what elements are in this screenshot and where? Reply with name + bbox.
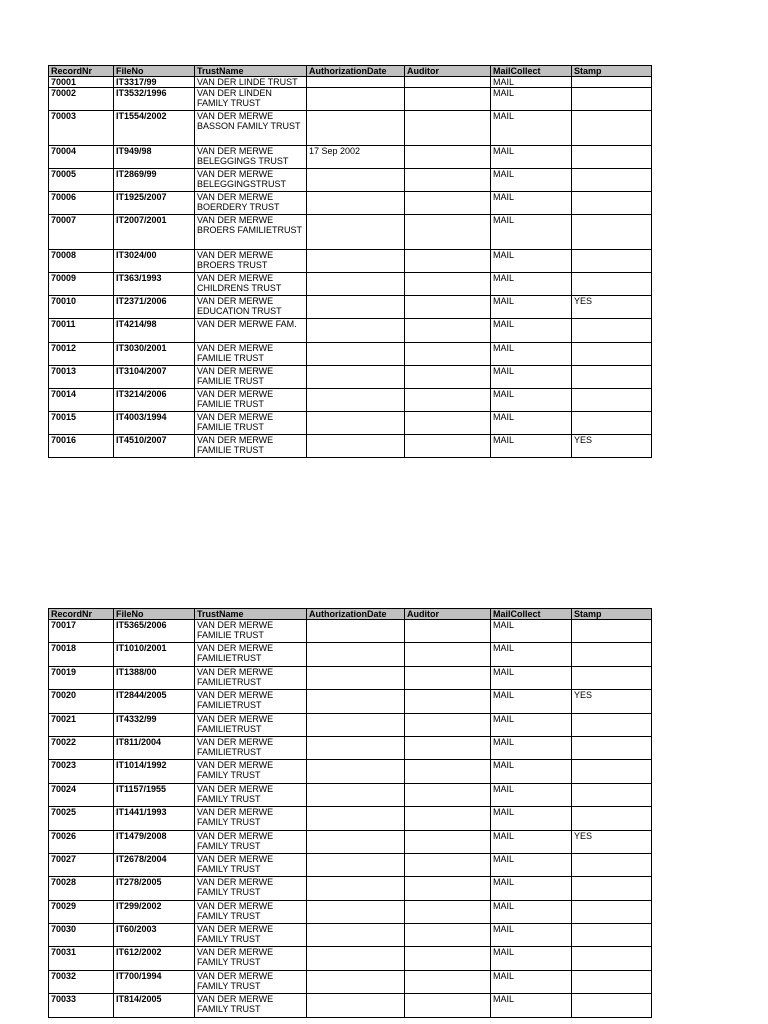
cell-recordnr: 70025 bbox=[49, 807, 114, 830]
column-header-authorizationdate: AuthorizationDate bbox=[307, 66, 405, 77]
cell-stamp bbox=[572, 192, 652, 215]
cell-auditor bbox=[405, 343, 491, 366]
cell-mailcollect: MAIL bbox=[491, 435, 572, 458]
cell-authorizationdate bbox=[307, 807, 405, 830]
table-row bbox=[49, 970, 652, 993]
table-row bbox=[49, 215, 652, 250]
cell-auditor bbox=[405, 88, 491, 111]
cell-recordnr: 70004 bbox=[49, 146, 114, 169]
table-row bbox=[49, 273, 652, 296]
cell-mailcollect: MAIL bbox=[491, 853, 572, 876]
cell-authorizationdate bbox=[307, 343, 405, 366]
cell-auditor bbox=[405, 970, 491, 993]
cell-mailcollect: MAIL bbox=[491, 620, 572, 643]
cell-auditor bbox=[405, 192, 491, 215]
cell-recordnr: 70019 bbox=[49, 666, 114, 689]
cell-mailcollect: MAIL bbox=[491, 994, 572, 1017]
cell-auditor bbox=[405, 643, 491, 666]
cell-mailcollect: MAIL bbox=[491, 192, 572, 215]
table-row bbox=[49, 643, 652, 666]
cell-stamp bbox=[572, 250, 652, 273]
cell-stamp bbox=[572, 666, 652, 689]
cell-fileno: IT3532/1996 bbox=[114, 88, 195, 111]
cell-fileno: IT278/2005 bbox=[114, 877, 195, 900]
cell-mailcollect: MAIL bbox=[491, 343, 572, 366]
cell-trustname: VAN DER MERWE FAMILY TRUST bbox=[195, 924, 307, 947]
cell-stamp bbox=[572, 169, 652, 192]
cell-authorizationdate bbox=[307, 215, 405, 250]
cell-authorizationdate bbox=[307, 853, 405, 876]
cell-stamp: YES bbox=[572, 296, 652, 319]
table-row bbox=[49, 830, 652, 853]
cell-fileno: IT612/2002 bbox=[114, 947, 195, 970]
cell-auditor bbox=[405, 412, 491, 435]
cell-trustname: VAN DER MERWE FAMILIETRUST bbox=[195, 643, 307, 666]
cell-auditor bbox=[405, 947, 491, 970]
cell-trustname: VAN DER MERWE FAMILY TRUST bbox=[195, 807, 307, 830]
cell-mailcollect: MAIL bbox=[491, 146, 572, 169]
cell-recordnr: 70033 bbox=[49, 994, 114, 1017]
cell-stamp bbox=[572, 366, 652, 389]
cell-fileno: IT5365/2006 bbox=[114, 620, 195, 643]
cell-auditor bbox=[405, 713, 491, 736]
cell-authorizationdate bbox=[307, 88, 405, 111]
table-row bbox=[49, 713, 652, 736]
cell-mailcollect: MAIL bbox=[491, 296, 572, 319]
cell-mailcollect: MAIL bbox=[491, 389, 572, 412]
column-header-fileno: FileNo bbox=[114, 66, 195, 77]
cell-trustname: VAN DER MERWE FAMILY TRUST bbox=[195, 970, 307, 993]
cell-fileno: IT3104/2007 bbox=[114, 366, 195, 389]
cell-fileno: IT4510/2007 bbox=[114, 435, 195, 458]
cell-fileno: IT3030/2001 bbox=[114, 343, 195, 366]
cell-stamp bbox=[572, 736, 652, 759]
cell-stamp bbox=[572, 389, 652, 412]
cell-fileno: IT4003/1994 bbox=[114, 412, 195, 435]
cell-trustname: VAN DER MERWE FAMILY TRUST bbox=[195, 900, 307, 923]
cell-recordnr: 70001 bbox=[49, 77, 114, 88]
cell-fileno: IT1388/00 bbox=[114, 666, 195, 689]
cell-recordnr: 70022 bbox=[49, 736, 114, 759]
cell-fileno: IT1479/2008 bbox=[114, 830, 195, 853]
cell-recordnr: 70013 bbox=[49, 366, 114, 389]
cell-recordnr: 70030 bbox=[49, 924, 114, 947]
table-row bbox=[49, 169, 652, 192]
cell-trustname: VAN DER MERWE CHILDRENS TRUST bbox=[195, 273, 307, 296]
cell-auditor bbox=[405, 77, 491, 88]
cell-authorizationdate bbox=[307, 783, 405, 806]
cell-authorizationdate bbox=[307, 77, 405, 88]
cell-mailcollect: MAIL bbox=[491, 273, 572, 296]
cell-authorizationdate bbox=[307, 924, 405, 947]
table-row bbox=[49, 807, 652, 830]
cell-stamp bbox=[572, 111, 652, 146]
cell-authorizationdate bbox=[307, 830, 405, 853]
column-header-stamp: Stamp bbox=[572, 609, 652, 620]
cell-auditor bbox=[405, 435, 491, 458]
cell-mailcollect: MAIL bbox=[491, 666, 572, 689]
cell-authorizationdate bbox=[307, 192, 405, 215]
cell-fileno: IT2007/2001 bbox=[114, 215, 195, 250]
cell-mailcollect: MAIL bbox=[491, 947, 572, 970]
cell-authorizationdate bbox=[307, 713, 405, 736]
cell-fileno: IT3317/99 bbox=[114, 77, 195, 88]
column-header-stamp: Stamp bbox=[572, 66, 652, 77]
cell-auditor bbox=[405, 853, 491, 876]
cell-trustname: VAN DER LINDE TRUST bbox=[195, 77, 307, 88]
cell-recordnr: 70002 bbox=[49, 88, 114, 111]
cell-trustname: VAN DER MERWE FAMILIETRUST bbox=[195, 666, 307, 689]
cell-authorizationdate bbox=[307, 169, 405, 192]
cell-auditor bbox=[405, 111, 491, 146]
cell-stamp: YES bbox=[572, 830, 652, 853]
cell-trustname: VAN DER MERWE FAMILY TRUST bbox=[195, 853, 307, 876]
table-row bbox=[49, 111, 652, 146]
cell-fileno: IT1014/1992 bbox=[114, 760, 195, 783]
cell-recordnr: 70014 bbox=[49, 389, 114, 412]
cell-authorizationdate bbox=[307, 389, 405, 412]
table-row bbox=[49, 924, 652, 947]
cell-stamp bbox=[572, 900, 652, 923]
cell-fileno: IT3214/2006 bbox=[114, 389, 195, 412]
cell-recordnr: 70028 bbox=[49, 877, 114, 900]
table-row bbox=[49, 620, 652, 643]
cell-recordnr: 70012 bbox=[49, 343, 114, 366]
cell-fileno: IT1925/2007 bbox=[114, 192, 195, 215]
column-header-trustname: TrustName bbox=[195, 609, 307, 620]
cell-mailcollect: MAIL bbox=[491, 830, 572, 853]
cell-authorizationdate bbox=[307, 643, 405, 666]
cell-authorizationdate bbox=[307, 900, 405, 923]
cell-authorizationdate bbox=[307, 366, 405, 389]
cell-trustname: VAN DER MERWE FAMILIE TRUST bbox=[195, 389, 307, 412]
cell-auditor bbox=[405, 146, 491, 169]
cell-authorizationdate bbox=[307, 947, 405, 970]
cell-mailcollect: MAIL bbox=[491, 807, 572, 830]
cell-trustname: VAN DER MERWE BELEGGINGSTRUST bbox=[195, 169, 307, 192]
cell-mailcollect: MAIL bbox=[491, 643, 572, 666]
cell-auditor bbox=[405, 319, 491, 343]
cell-mailcollect: MAIL bbox=[491, 77, 572, 88]
cell-trustname: VAN DER MERWE FAMILY TRUST bbox=[195, 783, 307, 806]
column-header-auditor: Auditor bbox=[405, 609, 491, 620]
cell-mailcollect: MAIL bbox=[491, 250, 572, 273]
table-row bbox=[49, 877, 652, 900]
cell-auditor bbox=[405, 169, 491, 192]
cell-trustname: VAN DER MERWE FAMILIE TRUST bbox=[195, 435, 307, 458]
cell-trustname: VAN DER MERWE BASSON FAMILY TRUST bbox=[195, 111, 307, 146]
table-row bbox=[49, 389, 652, 412]
cell-trustname: VAN DER MERWE BROERS FAMILIETRUST bbox=[195, 215, 307, 250]
cell-stamp bbox=[572, 924, 652, 947]
column-header-mailcollect: MailCollect bbox=[491, 66, 572, 77]
cell-authorizationdate bbox=[307, 760, 405, 783]
cell-recordnr: 70032 bbox=[49, 970, 114, 993]
cell-mailcollect: MAIL bbox=[491, 366, 572, 389]
column-header-mailcollect: MailCollect bbox=[491, 609, 572, 620]
table-row bbox=[49, 736, 652, 759]
cell-trustname: VAN DER MERWE FAMILIE TRUST bbox=[195, 412, 307, 435]
column-header-recordnr: RecordNr bbox=[49, 66, 114, 77]
table-row bbox=[49, 250, 652, 273]
cell-fileno: IT4214/98 bbox=[114, 319, 195, 343]
cell-fileno: IT1441/1993 bbox=[114, 807, 195, 830]
cell-stamp bbox=[572, 783, 652, 806]
cell-fileno: IT3024/00 bbox=[114, 250, 195, 273]
cell-stamp bbox=[572, 88, 652, 111]
cell-mailcollect: MAIL bbox=[491, 319, 572, 343]
cell-stamp bbox=[572, 994, 652, 1017]
table-header-row bbox=[49, 66, 652, 77]
table-row bbox=[49, 853, 652, 876]
cell-stamp bbox=[572, 643, 652, 666]
cell-stamp bbox=[572, 215, 652, 250]
cell-trustname: VAN DER MERWE BOERDERY TRUST bbox=[195, 192, 307, 215]
cell-mailcollect: MAIL bbox=[491, 900, 572, 923]
cell-trustname: VAN DER MERWE FAMILY TRUST bbox=[195, 994, 307, 1017]
table-row bbox=[49, 900, 652, 923]
cell-mailcollect: MAIL bbox=[491, 169, 572, 192]
cell-fileno: IT363/1993 bbox=[114, 273, 195, 296]
cell-stamp bbox=[572, 273, 652, 296]
cell-mailcollect: MAIL bbox=[491, 412, 572, 435]
cell-auditor bbox=[405, 389, 491, 412]
cell-stamp bbox=[572, 877, 652, 900]
cell-trustname: VAN DER MERWE FAM. bbox=[195, 319, 307, 343]
table-row bbox=[49, 296, 652, 319]
cell-recordnr: 70008 bbox=[49, 250, 114, 273]
cell-trustname: VAN DER MERWE FAMILIE TRUST bbox=[195, 366, 307, 389]
cell-trustname: VAN DER MERWE FAMILIETRUST bbox=[195, 713, 307, 736]
cell-fileno: IT949/98 bbox=[114, 146, 195, 169]
cell-authorizationdate bbox=[307, 111, 405, 146]
cell-fileno: IT299/2002 bbox=[114, 900, 195, 923]
cell-stamp bbox=[572, 146, 652, 169]
table-row bbox=[49, 412, 652, 435]
table-row bbox=[49, 690, 652, 713]
table-header-row bbox=[49, 609, 652, 620]
table-row bbox=[49, 192, 652, 215]
cell-stamp bbox=[572, 319, 652, 343]
cell-mailcollect: MAIL bbox=[491, 783, 572, 806]
cell-auditor bbox=[405, 620, 491, 643]
cell-trustname: VAN DER MERWE BROERS TRUST bbox=[195, 250, 307, 273]
cell-fileno: IT1554/2002 bbox=[114, 111, 195, 146]
cell-auditor bbox=[405, 783, 491, 806]
cell-authorizationdate bbox=[307, 273, 405, 296]
cell-auditor bbox=[405, 273, 491, 296]
cell-stamp bbox=[572, 77, 652, 88]
cell-recordnr: 70017 bbox=[49, 620, 114, 643]
table-row bbox=[49, 146, 652, 169]
cell-recordnr: 70031 bbox=[49, 947, 114, 970]
cell-recordnr: 70006 bbox=[49, 192, 114, 215]
cell-auditor bbox=[405, 366, 491, 389]
cell-stamp bbox=[572, 853, 652, 876]
cell-auditor bbox=[405, 215, 491, 250]
cell-auditor bbox=[405, 994, 491, 1017]
cell-trustname: VAN DER LINDEN FAMILY TRUST bbox=[195, 88, 307, 111]
cell-auditor bbox=[405, 807, 491, 830]
cell-fileno: IT1157/1955 bbox=[114, 783, 195, 806]
table-row bbox=[49, 319, 652, 343]
column-header-trustname: TrustName bbox=[195, 66, 307, 77]
cell-auditor bbox=[405, 296, 491, 319]
cell-auditor bbox=[405, 924, 491, 947]
cell-auditor bbox=[405, 760, 491, 783]
cell-trustname: VAN DER MERWE FAMILY TRUST bbox=[195, 947, 307, 970]
cell-auditor bbox=[405, 830, 491, 853]
cell-fileno: IT60/2003 bbox=[114, 924, 195, 947]
cell-recordnr: 70011 bbox=[49, 319, 114, 343]
table-body bbox=[49, 620, 652, 1018]
cell-auditor bbox=[405, 900, 491, 923]
column-header-recordnr: RecordNr bbox=[49, 609, 114, 620]
cell-trustname: VAN DER MERWE BELEGGINGS TRUST bbox=[195, 146, 307, 169]
records-table-1 bbox=[48, 65, 652, 458]
cell-authorizationdate bbox=[307, 296, 405, 319]
table-row bbox=[49, 947, 652, 970]
cell-recordnr: 70029 bbox=[49, 900, 114, 923]
cell-authorizationdate bbox=[307, 994, 405, 1017]
cell-mailcollect: MAIL bbox=[491, 88, 572, 111]
cell-mailcollect: MAIL bbox=[491, 924, 572, 947]
cell-authorizationdate bbox=[307, 970, 405, 993]
cell-recordnr: 70007 bbox=[49, 215, 114, 250]
table-row bbox=[49, 760, 652, 783]
column-header-fileno: FileNo bbox=[114, 609, 195, 620]
cell-auditor bbox=[405, 736, 491, 759]
cell-trustname: VAN DER MERWE FAMILIE TRUST bbox=[195, 343, 307, 366]
cell-recordnr: 70020 bbox=[49, 690, 114, 713]
cell-mailcollect: MAIL bbox=[491, 970, 572, 993]
cell-recordnr: 70009 bbox=[49, 273, 114, 296]
cell-recordnr: 70015 bbox=[49, 412, 114, 435]
table-row bbox=[49, 783, 652, 806]
cell-authorizationdate bbox=[307, 319, 405, 343]
cell-authorizationdate: 17 Sep 2002 bbox=[307, 146, 405, 169]
cell-fileno: IT2678/2004 bbox=[114, 853, 195, 876]
cell-mailcollect: MAIL bbox=[491, 215, 572, 250]
cell-trustname: VAN DER MERWE FAMILY TRUST bbox=[195, 830, 307, 853]
cell-authorizationdate bbox=[307, 620, 405, 643]
column-header-authorizationdate: AuthorizationDate bbox=[307, 609, 405, 620]
cell-recordnr: 70010 bbox=[49, 296, 114, 319]
table-row bbox=[49, 343, 652, 366]
cell-auditor bbox=[405, 666, 491, 689]
cell-recordnr: 70016 bbox=[49, 435, 114, 458]
cell-authorizationdate bbox=[307, 690, 405, 713]
table-row bbox=[49, 994, 652, 1017]
cell-mailcollect: MAIL bbox=[491, 877, 572, 900]
cell-authorizationdate bbox=[307, 412, 405, 435]
cell-auditor bbox=[405, 250, 491, 273]
cell-recordnr: 70026 bbox=[49, 830, 114, 853]
cell-auditor bbox=[405, 690, 491, 713]
cell-mailcollect: MAIL bbox=[491, 736, 572, 759]
cell-authorizationdate bbox=[307, 736, 405, 759]
cell-fileno: IT2844/2005 bbox=[114, 690, 195, 713]
cell-trustname: VAN DER MERWE FAMILIETRUST bbox=[195, 736, 307, 759]
cell-fileno: IT700/1994 bbox=[114, 970, 195, 993]
cell-recordnr: 70003 bbox=[49, 111, 114, 146]
cell-trustname: VAN DER MERWE FAMILIE TRUST bbox=[195, 620, 307, 643]
table-row bbox=[49, 366, 652, 389]
cell-stamp bbox=[572, 412, 652, 435]
cell-stamp: YES bbox=[572, 435, 652, 458]
cell-authorizationdate bbox=[307, 877, 405, 900]
cell-trustname: VAN DER MERWE EDUCATION TRUST bbox=[195, 296, 307, 319]
cell-stamp bbox=[572, 807, 652, 830]
cell-mailcollect: MAIL bbox=[491, 690, 572, 713]
cell-fileno: IT814/2005 bbox=[114, 994, 195, 1017]
cell-trustname: VAN DER MERWE FAMILIETRUST bbox=[195, 690, 307, 713]
cell-mailcollect: MAIL bbox=[491, 111, 572, 146]
cell-stamp bbox=[572, 970, 652, 993]
table-row bbox=[49, 435, 652, 458]
cell-stamp bbox=[572, 760, 652, 783]
table-row bbox=[49, 666, 652, 689]
cell-authorizationdate bbox=[307, 666, 405, 689]
cell-mailcollect: MAIL bbox=[491, 713, 572, 736]
cell-stamp bbox=[572, 713, 652, 736]
cell-fileno: IT2371/2006 bbox=[114, 296, 195, 319]
cell-recordnr: 70005 bbox=[49, 169, 114, 192]
cell-trustname: VAN DER MERWE FAMILY TRUST bbox=[195, 877, 307, 900]
cell-authorizationdate bbox=[307, 435, 405, 458]
cell-stamp bbox=[572, 620, 652, 643]
cell-recordnr: 70024 bbox=[49, 783, 114, 806]
cell-recordnr: 70023 bbox=[49, 760, 114, 783]
cell-mailcollect: MAIL bbox=[491, 760, 572, 783]
table-row bbox=[49, 88, 652, 111]
cell-fileno: IT4332/99 bbox=[114, 713, 195, 736]
table-row bbox=[49, 77, 652, 88]
cell-stamp bbox=[572, 947, 652, 970]
cell-recordnr: 70027 bbox=[49, 853, 114, 876]
cell-fileno: IT1010/2001 bbox=[114, 643, 195, 666]
cell-trustname: VAN DER MERWE FAMILY TRUST bbox=[195, 760, 307, 783]
cell-recordnr: 70018 bbox=[49, 643, 114, 666]
cell-stamp: YES bbox=[572, 690, 652, 713]
cell-fileno: IT2869/99 bbox=[114, 169, 195, 192]
cell-auditor bbox=[405, 877, 491, 900]
column-header-auditor: Auditor bbox=[405, 66, 491, 77]
records-table-2 bbox=[48, 608, 652, 1018]
cell-stamp bbox=[572, 343, 652, 366]
table-body bbox=[49, 77, 652, 458]
cell-fileno: IT811/2004 bbox=[114, 736, 195, 759]
cell-authorizationdate bbox=[307, 250, 405, 273]
cell-recordnr: 70021 bbox=[49, 713, 114, 736]
